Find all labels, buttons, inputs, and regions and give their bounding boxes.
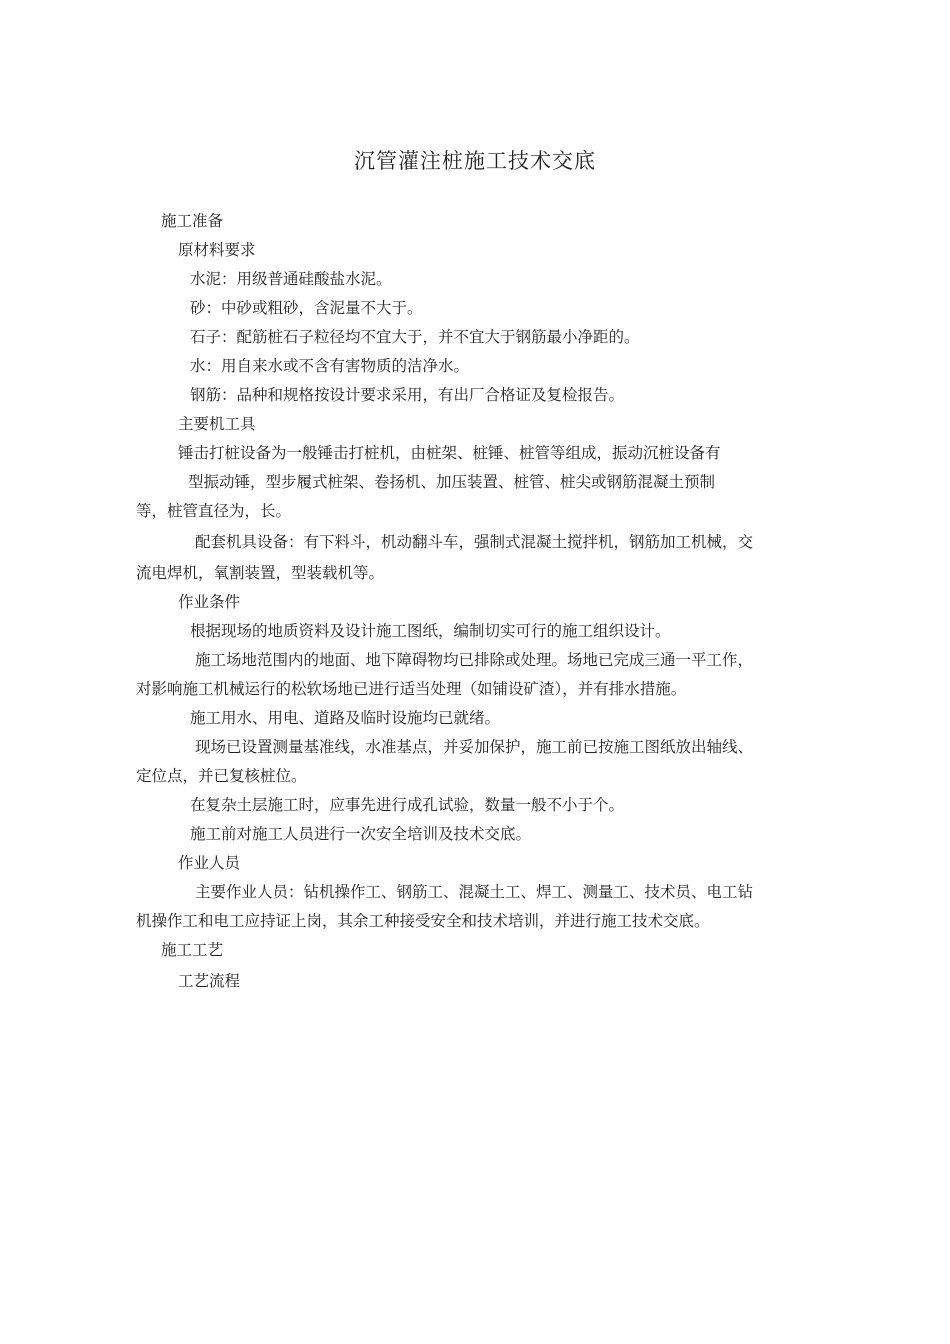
text-line: 配套机具设备：有下料斗，机动翻斗车，强制式混凝土搅拌机，钢筋加工机械，交 xyxy=(195,533,754,551)
text-line: 水：用自来水或不含有害物质的洁净水。 xyxy=(190,357,470,375)
text-line: 锤击打桩设备为一般锤击打桩机，由桩架、桩锤、桩管等组成，振动沉桩设备有 xyxy=(178,444,721,462)
text-line: 现场已设置测量基准线，水准基点，并妥加保护，施工前已按施工图纸放出轴线、 xyxy=(195,738,754,756)
text-line: 等，桩管直径为，长。 xyxy=(136,502,292,520)
subheading-personnel: 作业人员 xyxy=(178,854,241,872)
subheading-process-flow: 工艺流程 xyxy=(178,972,241,990)
section-heading-construction-process: 施工工艺 xyxy=(161,941,224,959)
text-line: 根据现场的地质资料及设计施工图纸，编制切实可行的施工组织设计。 xyxy=(190,622,671,640)
text-line: 型振动锤，型步履式桩架、卷扬机、加压装置、桩管、桩尖或钢筋混凝土预制 xyxy=(188,473,716,491)
text-line: 施工用水、用电、道路及临时设施均已就绪。 xyxy=(190,709,501,727)
subheading-work-conditions: 作业条件 xyxy=(178,593,241,611)
text-line: 流电焊机，氧割装置，型装载机等。 xyxy=(136,564,385,582)
text-line: 主要作业人员：钻机操作工、钢筋工、混凝土工、焊工、测量工、技术员、电工钻 xyxy=(195,883,754,901)
text-line: 施工前对施工人员进行一次安全培训及技术交底。 xyxy=(190,825,532,843)
text-line: 石子：配筋桩石子粒径均不宜大于，并不宜大于钢筋最小净距的。 xyxy=(190,328,640,346)
text-line: 在复杂土层施工时，应事先进行成孔试验，数量一般不小于个。 xyxy=(190,796,625,814)
section-heading-construction-prep: 施工准备 xyxy=(161,212,224,230)
text-line: 砂：中砂或粗砂，含泥量不大于。 xyxy=(190,299,423,317)
document-title: 沉管灌注桩施工技术交底 xyxy=(354,149,596,173)
text-line: 施工场地范围内的地面、地下障碍物均已排除或处理。场地已完成三通一平工作， xyxy=(195,651,754,669)
text-line: 水泥：用级普通硅酸盐水泥。 xyxy=(190,270,392,288)
text-line: 机操作工和电工应持证上岗，其余工种接受安全和技术培训，并进行施工技术交底。 xyxy=(136,912,710,930)
subheading-main-tools: 主要机工具 xyxy=(178,415,256,433)
text-line: 对影响施工机械运行的松软场地已进行适当处理（如铺设矿渣），并有排水措施。 xyxy=(136,680,687,698)
subheading-raw-materials: 原材料要求 xyxy=(178,241,256,259)
text-line: 定位点，并已复核桩位。 xyxy=(136,767,307,785)
text-line: 钢筋：品种和规格按设计要求采用，有出厂合格证及复检报告。 xyxy=(190,386,625,404)
